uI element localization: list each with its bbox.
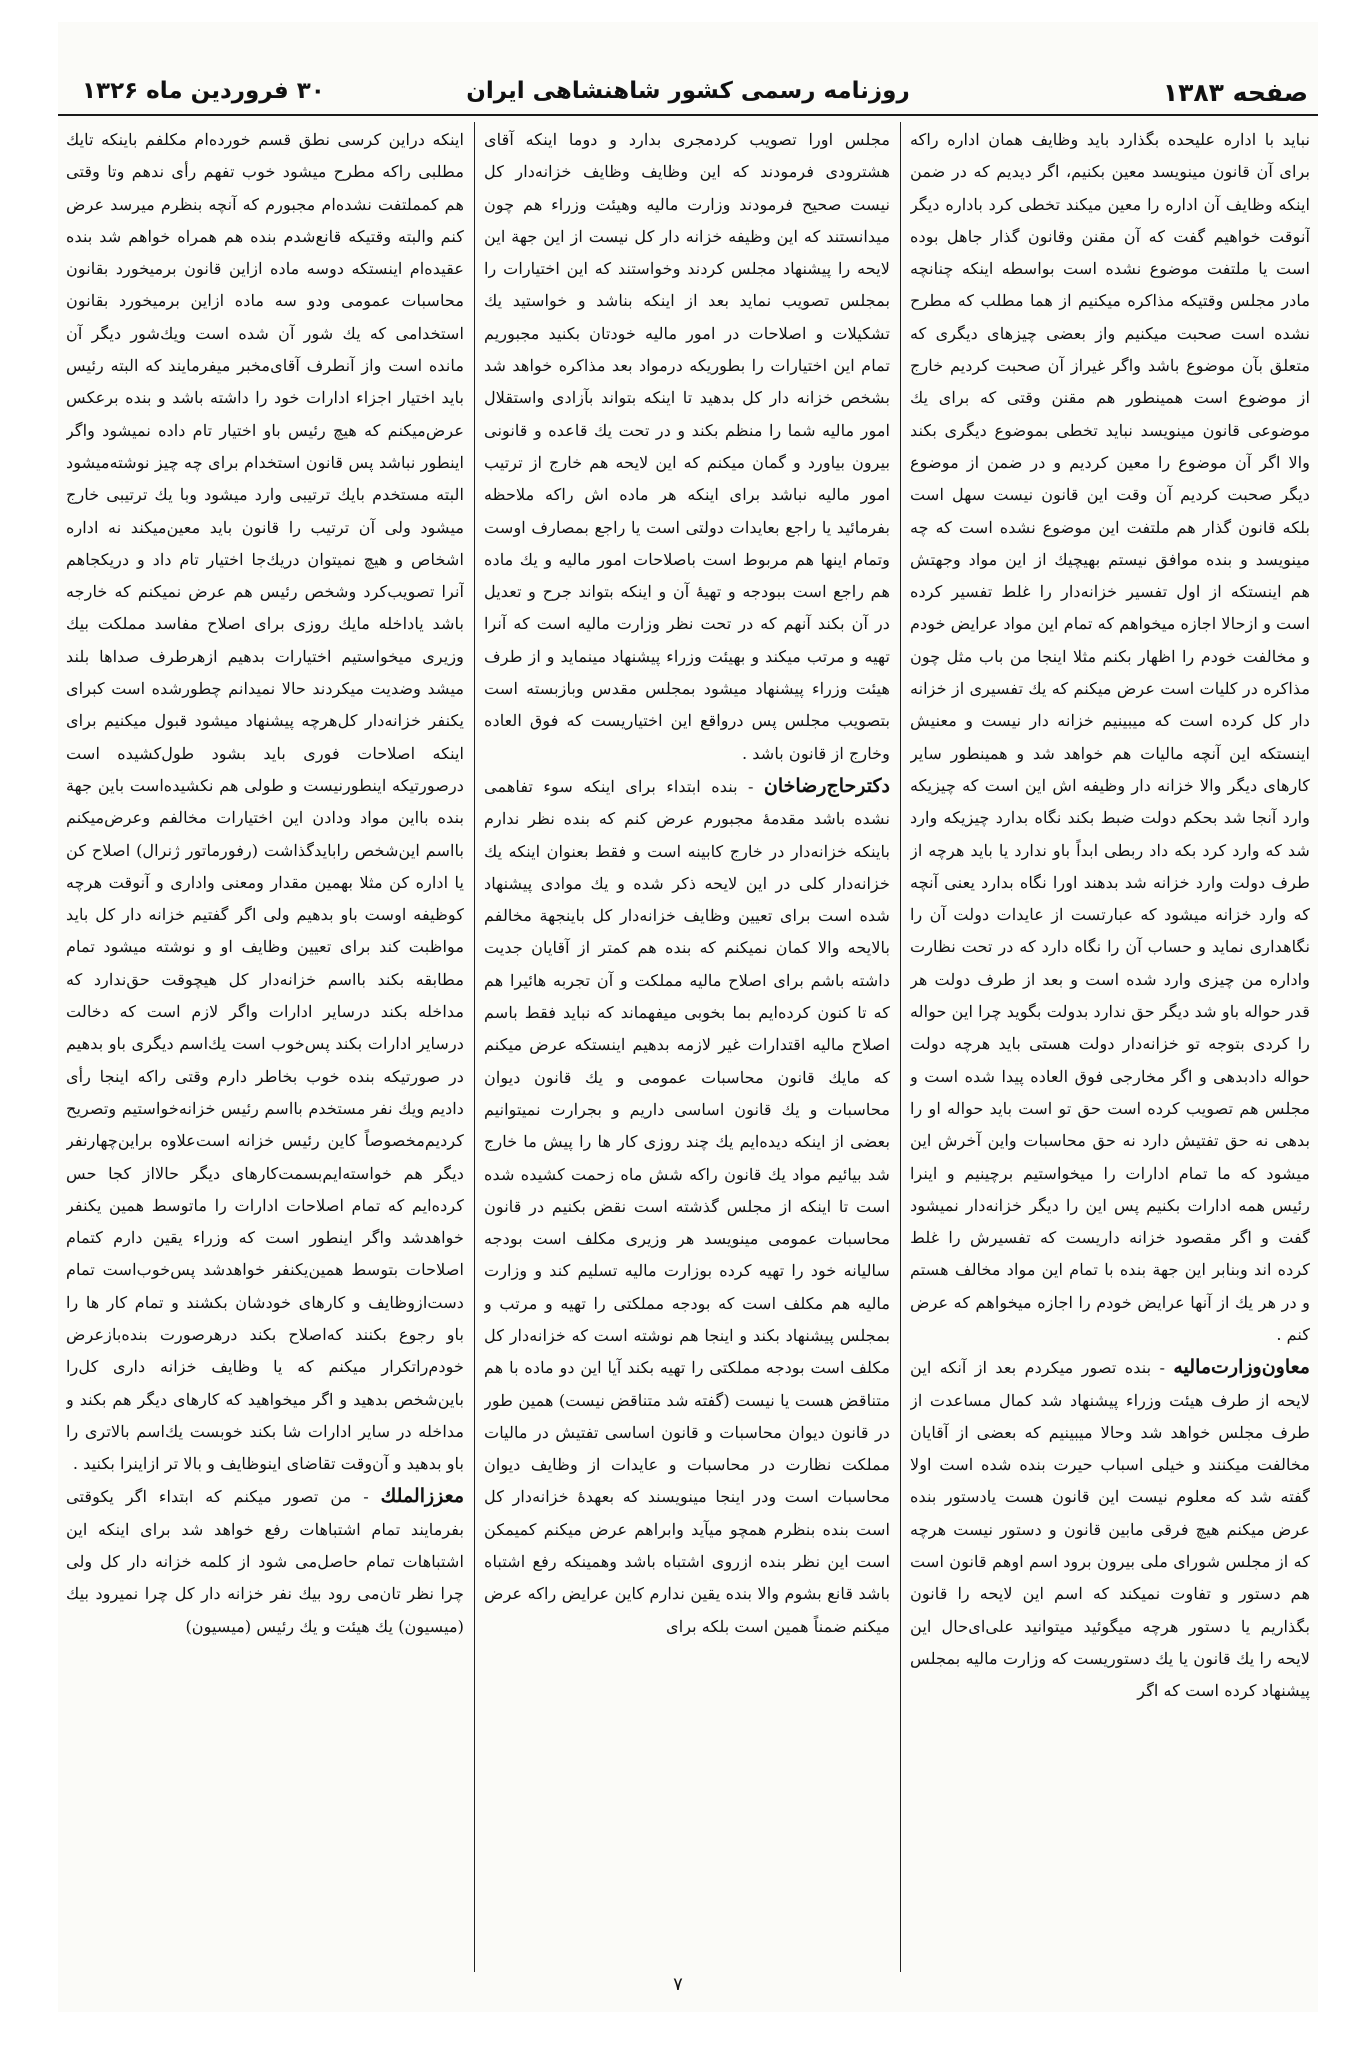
text-column-right bbox=[910, 124, 1310, 1968]
column-right-paragraph: نباید با اداره علیحده بگذارد باید وظایف همان اداره راکه برای آن قانون مینویسد معین بکنیم، اگر دیدیم که در ضمن اینکه وظایف آن اداره را معین میکند تخطی کرد باداره دیگر آنوقت خواهیم گفت که آن مقنن وقانون گذار جاهل بوده است یا ملتفت موضوع نشده است بواسطه اینکه چنانچه مادر مجلس وقتیکه مذاکره میکنیم از هما مطلب که مطرح نشده است صحبت میکنیم واز بعضی چیزهای دیگری که متعلق بآن موضوع باشد واگر غیراز آن صحبت کردیم خارج از موضوع است همینطور هم مقنن وقتی که برای یك موضوعی قانون مینویسد نباید تخطی بموضوع دیگری بکند والا اگر آن موضوع را معین کردیم و در ضمن از موضوع دیگر صحبت کردیم آن وقت این قانون نیست سهل است بلکه قانون گذار هم ملتفت این موضوع نشده است که چه مینویسد و بنده موافق نیستم بهیچیك از این مواد وجهتش هم اینستکه از اول تفسیر خزانه‌دار را غلط تفسیر کرده است و ازحالا اجازه میخواهم که تمام این مواد عرایض خودم و مخالفت خودم را اظهار بکنم مثلا اینجا من باب مثل چون مذاکره در کلیات است عرض میکنم که یك تفسیری از خزانه دار کل کرده است که میبینیم خزانه دار نیست و معنیش اینستکه این آنچه مالیات هم خواهد شد و همینطور سایر کارهای دیگر والا خزانه دار وظیفه اش این است که چیزیکه وارد آنجا شد بحکم دولت ضبط بکند نگاه بدارد چیزیکه وارد شد که وارد کرد بکه داد ربطی ابداً باو ندارد یا باید هرچه از طرف دولت وارد خزانه شد بدهند اورا نگاه بدارد یعنی آنچه که وارد خزانه میشود که عبارتست از عایدات دولت آن را نگاهداری نماید و حساب آن را نگاه دارد که در تحت نظارت واداره من چیزی وارد شده است و بعد از طرف دولت هر قدر حواله باو شد دیگر حق ندارد بدولت بگوید چرا این حواله را کردی بتوجه تو خزانه‌دار دولت هستی باید هرچه دولت حواله دادبدهی و اگر مخارجی فوق العاده پیدا شده است و مجلس هم تصویب کرده است حق تو است باید حواله او را بدهی نه حق تفتیش دارد نه حق محاسبات واین آخرش این میشود که ما تمام ادارات را میخواستیم برچینیم و اینرا رئیس همه ادارات بکنیم پس این را دیگر خزانه‌دار نمیشود گفت و اگر مقصود خزانه داریست که تفسیرش را غلط کرده اند وبنابر این جهة بنده با تمام این مواد مخالف هستم و در هر یك از آنها عرایض خودم را اجازه میخواهم که عرض کنم . bbox=[910, 130, 1310, 1344]
page-header bbox=[58, 22, 1318, 116]
column-divider bbox=[474, 122, 475, 1972]
speaker-name: معززالملك bbox=[380, 1485, 464, 1508]
column-left-paragraph: اینکه دراین کرسی نطق قسم خورده‌ام مکلفم باینکه تایك مطلبی راکه مطرح میشود خوب تفهم رأی ندهم وتا وقتی هم کمملتفت نشده‌ام مجبورم که آنچه بنظرم میرسد عرض کنم والبته وقتیکه قانع‌شدم بنده هم همراه خواهم شد بنده عقیده‌ام اینستکه دوسه ماده ازاین قانون برمیخورد بقانون محاسبات عمومی ودو سه ماده ازاین برمیخورد بقانون استخدامی که یك شور آن شده است ویك‌شور دیگر آن مانده است واز آنطرف آقای‌مخبر میفرمایند که البته رئیس باید اختیار اجزاء ادارات خود را داشته باشد و بنده برعکس عرض‌میکنم که هیچ رئیس باو اختیار تام داده نمیشود واگر اینطور نباشد پس قانون استخدام برای چه چیز نوشته‌میشود البته مستخدم بایك ترتیبی وارد میشود وبا یك ترتیبی خارج میشود ولی آن ترتیب را قانون باید معین‌میکند نه اداره اشخاص و هیچ نمیتوان دریك‌جا اختیار تام داد و دریکجاهم آنرا تصویب‌کرد وشخص رئیس هم عرض نمیکنم که خارجه باشد یاداخله مایك روزی برای اصلاح مفاسد مملکت بیك وزیری میخواستیم اختیارات بدهیم ازهرطرف صداها بلند میشد وضدیت میکردند حالا نمیدانم چطورشده است کبرای یکنفر خزانه‌دار کل‌هرچه پیشنهاد میشود قبول میکنیم برای اینکه اصلاحات فوری باید بشود طول‌کشیده است درصورتیکه اینطورنیست و طولی هم نکشیده‌است باین جهة بنده بااین مواد ودادن این اختیارات مخالفم وعرض‌میکنم بااسم این‌شخص رابایدگذاشت (رفورماتور ژنرال) اصلاح کن یا اداره کن مثلا بهمین مقدار ومعنی واداری و آنوقت هرچه کوظیفه اوست باو بدهیم ولی اگر گفتیم خزانه دار کل باید مواظبت کند برای تعیین وظایف او و نوشته میشود تمام مطابقه بکند بااسم خزانه‌دار کل هیچوقت حق‌ندارد که مداخله بکند درسایر ادارات واگر لازم است که دخالت درسایر ادارات بکند پس‌خوب است یك‌اسم دیگری باو بدهیم در صورتیکه بنده خوب بخاطر دارم وقتی راکه اینجا رأی دادیم ویك نفر مستخدم بااسم رئیس خزانه‌خواستیم وتصریح کردیم‌مخصوصاً کاین رئیس خزانه است‌علاوه براین‌چهارنفر دیگر هم خواسته‌ایم‌بسمت‌کارهای دیگر حالااز کجا حس کرده‌ایم که تمام اصلاحات ادارات را ماتوسط همین یکنفر خواهدشد واگر اینطور است که وزراء یقین دارم کتمام اصلاحات بتوسط همین‌یکنفر خواهدشد پس‌خوب‌است تمام دست‌ازوظایف و کارهای خودشان بکشند و تمام کار ها را باو رجوع بکنند که‌اصلاح بکند درهرصورت بنده‌بازعرض خودم‌راتکرار میکنم که یا وظایف خزانه داری کل‌را باین‌شخص بدهید و اگر میخواهید که کارهای دیگر هم بکند و مداخله در سایر ادارات شا بکند خوبست یك‌اسم بالاتری را باو بدهید و آن‌وقت تقاضای اینوظایف و بالا تر ازاینرا بکنید . bbox=[66, 130, 464, 1474]
column-middle-paragraph: - بنده ابتداء برای اینکه سوء تفاهمی نشده باشد مقدمهٔ مجبورم عرض کنم که بنده نظر ندارم باینکه خزانه‌دار در خارج کابینه است و فقط بعنوان اینکه یك خزانه‌دار کلی در این لایحه ذکر شده و یك موادی پیشنهاد شده است برای تعیین وظایف خزانه‌دار کل باینجهة مخالفم بالایحه والا کمان نمیکنم که بنده هم کمتر از آقایان جدیت داشته باشم برای اصلاح مالیه مملکت و آن تجربه هائیرا هم که تا کنون کرده‌ایم بما بخوبی میفهماند که نباید فقط باسم اصلاح مالیه اقتدارات غیر لازمه بدهیم اینستکه عرض میکنم که مایك قانون محاسبات عمومی و یك قانون دیوان محاسبات و یك قانون اساسی داریم و بجرارت نمیتوانیم بعضی از اینکه دیده‌ایم یك چند روزی کار ها را پیش ما خارج شد بیائیم مواد یك قانون راکه شش ماه زحمت کشیده شده است تا اینکه از مجلس گذشته است نقض بکنیم در قانون محاسبات عمومی مینویسد هر وزیری مکلف است بودجه سالیانه خود را تهیه کرده بوزارت مالیه تسلیم کند و وزارت مالیه هم مکلف است که بودجه مملکتی را تهیه و مرتب و بمجلس پیشنهاد بکند و اینجا هم نوشته است که خزانه‌دار کل مکلف است بودجه مملکتی را تهیه بکند آیا این دو ماده با هم متناقض هست یا نیست (گفته شد متناقض نیست) همین طور در قانون دیوان محاسبات و قانون اساسی تفتیش در مالیات مملکت نظارت در محاسبات و عایدات از وظایف دیوان محاسبات است ودر اینجا مینویسند که بعهدهٔ خزانه‌دار کل است بنده بنظرم همچو میآید وابراهم عرض میکنم کمیمکن است این نظر بنده ازروی اشتباه باشد وهمینکه رفع اشتباه باشد قانع بشوم والا بنده یقین ندارم کاین عرایض راکه عرض میکنم ضمناً همین است بلکه برای bbox=[484, 776, 890, 1636]
newspaper-page bbox=[58, 22, 1318, 2012]
speaker-name: دکترحاج‌رضاخان bbox=[763, 774, 890, 797]
column-divider bbox=[900, 122, 901, 1972]
newspaper-title: روزنامه رسمی کشور شاهنشاهی ایران bbox=[466, 78, 910, 104]
footer-page-number: ۷ bbox=[673, 1974, 683, 1995]
text-column-left bbox=[66, 124, 464, 1968]
page-number-label: صفحه ۱۳۸۳ bbox=[1162, 78, 1308, 107]
column-middle-paragraph: مجلس اورا تصویب کردمجری بدارد و دوما اینکه آقای هشترودی فرمودند که این وظایف وظایف خزانه‌دار کل نیست صحیح فرمودند وزارت مالیه وهیئت وزراء هم چون میدانستند که این وظیفه خزانه دار کل نیست از این جهة این لایحه را پیشنهاد مجلس کردند وخواستند که این اختیارات را بمجلس تصویب نماید بعد از اینکه بناشد و خواستید یك تشکیلات و اصلاحات در امور مالیه خودتان بکنید مجبوریم تمام این اختیارات را بطوریکه درمواد بعد مذاکره خواهد شد بشخص خزانه دار کل بدهید تا اینکه بتواند بآزادی واستقلال امور مالیه شما را منظم بکند و در تحت یك قاعده و قانونی بیرون بیاورد و گمان میکنم که این لایحه هم خارج از ترتیب امور مالیه نباشد برای اینکه هر ماده اش راکه ملاحظه بفرمائید یا راجع بعایدات دولتی است یا راجع بمصارف اوست وتمام اینها هم مربوط است باصلاحات امور مالیه و یك ماده هم راجع است ببودجه و تهیهٔ آن و اینکه بتواند جرح و تعدیل در آن بکند آنهم که در تحت نظر وزارت مالیه است که آنرا تهیه و مرتب میکند و بهیئت وزراء پیشنهاد مینماید و از طرف هیئت وزراء پیشنهاد میشود بمجلس مقدس وبازبسته است بتصویب مجلس پس درواقع این اختیاریست که فوق العاده وخارج از قانون باشد . bbox=[484, 130, 890, 763]
column-right-paragraph: - بنده تصور میکردم بعد از آنکه این لایحه از طرف هیئت وزراء پیشنهاد شد کمال مساعدت از طرف مجلس خواهد شد وحالا میبینیم که بعضی از آقایان مخالفت میکنند و خیلی اسباب حیرت بنده شده است اولا گفته شد که معلوم نیست این قانون هست یادستور بنده عرض میکنم هیچ فرقی مابین قانون و دستور نیست هرچه که از مجلس شورای ملی بیرون برود اسم اوهم قانون است هم دستور و تفاوت نمیکند که اسم این لایحه را قانون بگذاریم یا دستور هرچه میگوئید میتوانید علی‌ای‌حال این لایحه را یك قانون یا یك دستوریست که وزارت مالیه بمجلس پیشنهاد کرده است که اگر bbox=[910, 1358, 1310, 1701]
column-left-paragraph: - من تصور میکنم که ابتداء اگر یکوقتی بفرمایند تمام اشتباهات رفع خواهد شد برای اینکه این اشتباهات تمام حاصل‌می شود از کلمه خزانه دار کل ولی چرا نظر تان‌می رود بیك نفر خزانه دار کل چرا نمیرود بیك (میسیون) یك هیئت و یك رئیس (میسیون) bbox=[66, 1487, 464, 1636]
text-column-middle bbox=[484, 124, 890, 1968]
speaker-name: معاون‌وزارت‌مالیه bbox=[1173, 1356, 1310, 1379]
issue-date: ۳۰ فروردین ماه ۱۳۲۶ bbox=[82, 78, 325, 104]
